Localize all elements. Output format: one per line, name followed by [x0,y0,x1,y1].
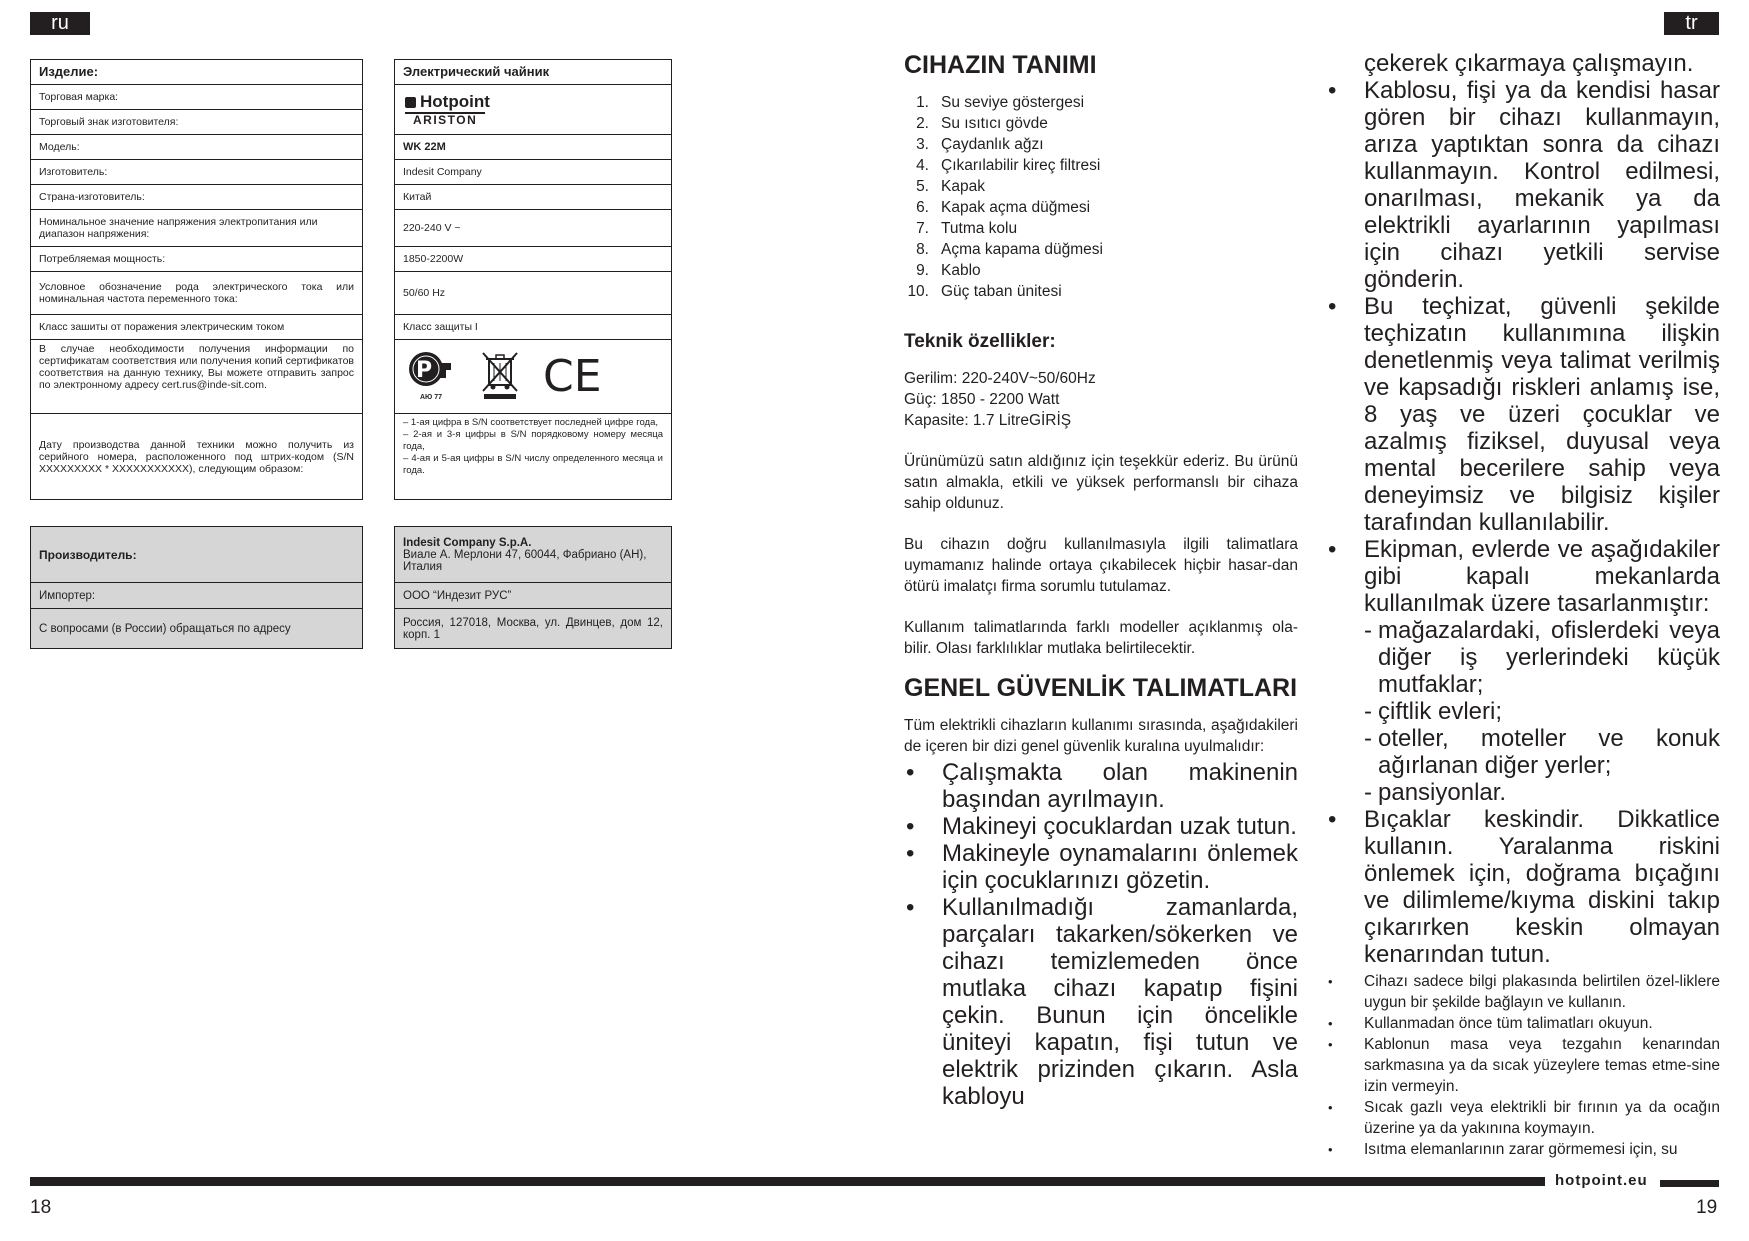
value-production-date-rule: – 1-ая цифра в S/N соответствует последней цифре года, – 2-ая и 3-я цифры в S/N порядковому номеру месяца года, – 4-ая и 5-ая цифры в S/N числу определенного месяца и года. [395,414,672,500]
label-power: Потребляемая мощность: [31,247,363,272]
value-contact: Россия, 127018, Москва, ул. Двинцев, дом 12, корп. 1 [395,609,672,649]
svg-text:CE: CE [543,353,602,397]
producer-address: Виале А. Мерлони 47, 60044, Фабриано (АН), Италия [403,548,647,573]
list-item: • Bu teçhizat, güvenli şekilde teçhizatın kullanımına ilişkin denetlenmiş veya talimat verilmiş ve kapsadığı riskleri anlamış ise, 8 yaş ve üzeri çocuklar ve azalmış fiziksel, duyusal veya mental becerilere sahip veya deneyimsiz ve bilgisiz kişiler tarafından kullanılabilir. [1328,293,1720,536]
label-contact: С вопросами (в России) обращаться по адресу [31,609,363,649]
label-trademark: Торговая марка: [31,85,363,110]
product-label-table [30,59,363,500]
svg-text:P: P [416,357,433,383]
safety-bullets-small [1326,971,1720,1160]
safety-intro: Tüm elektrikli cihazların kullanımı sırasında, aşağıdakileri de içeren bir dizi genel güvenlik kuralına uyulmalıdır: [904,717,1298,755]
list-item: • Makineyi çocuklardan uzak tutun. [906,813,1297,840]
safety-bullets-a [904,759,1298,1110]
parts-list-item: 3. Çaydanlık ağzı [916,136,1044,153]
intro-paragraph-3: Kullanım talimatlarında farklı modeller açıklanmış ola-bilir. Olası farklılıklar mutlaka belirtilecektir. [904,619,1298,657]
parts-list-item: 6. Kapak açma düğmesi [916,199,1091,216]
list-item: • Isıtma elemanlarının zarar görmemesi için, su [1328,1141,1678,1158]
value-model: WK 22M [395,135,672,160]
label-frequency: Условное обозначение рода электрического тока или номинальная частота переменного тока: [31,272,363,315]
parts-list-item: 9. Kablo [916,262,981,279]
value-certification-marks [395,340,672,414]
label-manufacturer: Изготовитель: [31,160,363,185]
page-number-right: 19 [1696,1197,1718,1218]
language-tag-ru: ru [30,12,90,35]
dash-item: - oteller, moteller ve konuk ağırlanan diğer yerler; [1364,725,1720,779]
value-manufacturer: Indesit Company [395,160,672,185]
intro-paragraph-2: Bu cihazın doğru kullanılmasıyla ilgili talimatlara uymamanız halinde ortaya çıkabilecek hiçbir hasar-dan ötürü imalatçı firma sorumlu tutulamaz. [904,536,1298,595]
value-importer: ООО “Индезит РУС” [395,583,672,609]
parts-list [904,92,1298,302]
product-value-table [394,59,672,500]
footer-brand: hotpoint.eu [1555,1172,1648,1189]
list-item: • Ekipman, evlerde ve aşağıdakiler gibi kapalı mekanlarda kullanılmak üzere tasarlanmıştır: [1328,536,1720,617]
specs-block [904,368,1298,431]
parts-list-item: 8. Açma kapama düğmesi [916,241,1103,258]
ce-mark-icon [543,353,603,400]
value-voltage: 220-240 V ~ [395,210,672,247]
list-item: • Makineyle oynamalarını önlemek için çocuklarınızı gözetin. [906,840,1298,894]
value-power: 1850-2200W [395,247,672,272]
spec-voltage: Gerilim: 220-240V~50/60Hz [904,370,1096,387]
language-tag-tr: tr [1664,12,1719,35]
label-country: Страна-изготовитель: [31,185,363,210]
footer-rule [30,1177,1545,1186]
list-item: • Kullanılmadığı zamanlarda, parçaları takarken/sökerken ve cihazı temizlemeden önce mutlaka cihazı kapatıp fişini çekin. Bunun için öncelikle üniteyi kapatın, fişi tutun ve elektrik prizinden çıkarın. Asla kabloyu [906,894,1298,1110]
list-item: • Kablonun masa veya tezgahın kenarından sarkmasına ya da sıcak yüzeylere temas etme-sine izin vermeyin. [1328,1036,1720,1095]
safety-bullets-b [1326,77,1720,617]
parts-list-item: 1. Su seviye göstergesi [916,94,1085,111]
safety-bullet-knives [1326,806,1720,968]
value-country: Китай [395,185,672,210]
label-voltage: Номинальное значение напряжения электропитания или диапазон напряжения: [31,210,363,247]
value-frequency: 50/60 Hz [395,272,672,315]
label-production-date: Дату производства данной техники можно получить из серийного номера, расположенного под штрих-кодом (S/N XXXXXXXXX * XXXXXXXXXXX), следующим образом: [31,414,363,500]
label-protection-class: Класс зашиты от поражения электрическим током [31,315,363,340]
list-item: • Sıcak gazlı veya elektrikli bir fırının ya da ocağın üzerine ya da yakınına koymayın. [1328,1099,1720,1137]
parts-list-item: 4. Çıkarılabilir kireç filtresi [916,157,1101,174]
label-product: Изделие: [31,60,363,85]
parts-list-item: 10. Güç taban ünitesi [907,283,1062,300]
parts-list-item: 7. Tutma kolu [916,220,1018,237]
value-producer [395,527,672,583]
manufacturer-label-table [30,526,363,649]
producer-name: Indesit Company S.p.A. [403,536,532,549]
value-product: Электрический чайник [395,60,672,85]
rst-mark-icon: P АЮ 77 [405,350,457,404]
heading-specs: Teknik özellikler: [904,331,1056,352]
label-certificates: В случае необходимости получения информации по сертификатам соответствия или получения копий сертификатов соответствия на данную технику, Вы можете отправить запрос по электронному адресу cert.rus@inde-sit.com. [31,340,363,414]
hotpoint-ariston-logo: Hotpoint ARISTON [403,93,663,126]
continuation-text: çekerek çıkarmaya çalışmayın. [1364,50,1694,77]
manufacturer-value-table [394,526,672,649]
value-protection-class: Класс защиты I [395,315,672,340]
parts-list-item: 5. Kapak [916,178,985,195]
tr-column-right [1326,50,1720,1160]
label-model: Модель: [31,135,363,160]
list-item: • Kablosu, fişi ya da kendisi hasar gören bir cihazı kullanmayın, arıza yaptıktan sonra da cihazı kullanmayın. Kontrol edilmesi, onarılması, mekanik ya da elektrikli ayarlarının yapılması için cihazı yetkili servise gönderin. [1328,77,1720,293]
dash-item: - mağazalardaki, ofislerdeki veya diğer iş yerlerindeki küçük mutfaklar; [1364,617,1720,698]
label-importer: Импортер: [31,583,363,609]
intro-paragraph-1: Ürünümüzü satın aldığınız için teşekkür ederiz. Bu ürünü satın almakla, etkili ve yüksek performanslı bir cihaza sahip oldunuz. [904,453,1298,512]
logo-square-icon [405,97,416,108]
list-item: • Kullanmadan önce tüm talimatları okuyun. [1328,1015,1653,1032]
spec-power: Güç: 1850 - 2200 Watt [904,391,1060,408]
list-item: • Cihazı sadece bilgi plakasında belirtilen özel-liklere uygun bir şekilde bağlayın ve kullanın. [1328,973,1720,1011]
heading-device-description: CIHAZIN TANIMI [904,51,1097,79]
parts-list-item: 2. Su ısıtıcı gövde [916,115,1048,132]
page-number-left: 18 [30,1197,52,1218]
label-producer: Производитель: [31,527,363,583]
footer-rule-right [1660,1180,1719,1187]
weee-bin-icon [479,351,521,402]
list-item: • Bıçaklar keskindir. Dikkatlice kullanın. Yaralanma riskini önlemek için, doğrama bıçağını ve dilimleme/kıyma diskini takıp çıkarırken keskin olmayan kenarından tutun. [1328,806,1720,968]
label-maker-mark: Торговый знак изготовителя: [31,110,363,135]
spec-capacity: Kapasite: 1.7 LitreGİRİŞ [904,412,1072,429]
dash-item: - pansiyonlar. [1364,779,1507,806]
dash-item: - çiftlik evleri; [1364,698,1503,725]
tr-column-left [904,50,1298,1110]
heading-safety: GENEL GÜVENLİK TALIMATLARI [904,674,1298,702]
list-item: • Çalışmakta olan makinenin başından ayrılmayın. [906,759,1298,813]
value-trademark-logo [395,85,672,135]
